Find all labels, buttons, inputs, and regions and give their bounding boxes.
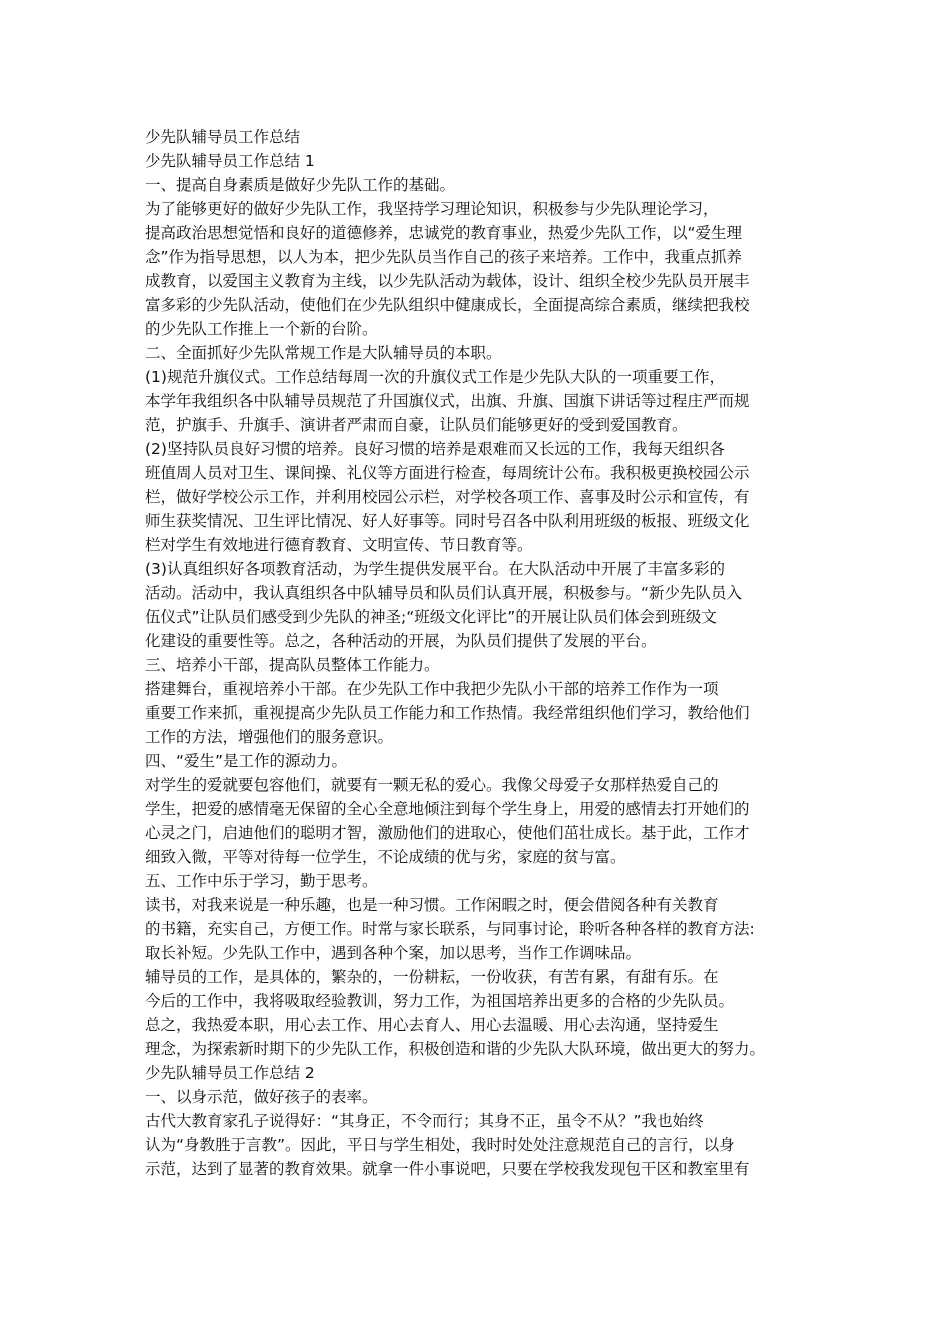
text-line: 学生，把爱的感情毫无保留的全心全意地倾注到每个学生身上，用爱的感情去打开她们的 [145,800,750,818]
text-line: 富多彩的少先队活动，使他们在少先队组织中健康成长，全面提高综合素质，继续把我校 [145,296,750,314]
text-line: 师生获奖情况、卫生评比情况、好人好事等。同时号召各中队利用班级的板报、班级文化 [145,512,750,530]
text-line: (2)坚持队员良好习惯的培养。良好习惯的培养是艰难而又长远的工作，我每天组织各 [145,440,725,458]
text-line: 细致入微，平等对待每一位学生，不论成绩的优与劣，家庭的贫与富。 [145,848,626,866]
text-line: 少先队辅导员工作总结 [145,128,301,146]
text-line: (3)认真组织好各项教育活动，为学生提供发展平台。在大队活动中开展了丰富多彩的 [145,560,725,578]
text-line: 提高政治思想觉悟和良好的道德修养，忠诚党的教育事业，热爱少先队工作，以“爱生理 [145,224,743,242]
text-line: 辅导员的工作，是具体的，繁杂的，一份耕耘，一份收获，有苦有累，有甜有乐。在 [145,968,719,986]
text-line: 栏对学生有效地进行德育教育、文明宣传、节日教育等。 [145,536,533,554]
text-line: 活动。活动中，我认真组织各中队辅导员和队员们认真开展，积极参与。“新少先队员入 [145,584,743,602]
text-line: 少先队辅导员工作总结 2 [145,1064,315,1082]
text-line: 念”作为指导思想，以人为本，把少先队员当作自己的孩子来培养。工作中，我重点抓养 [145,248,743,266]
text-line: 五、工作中乐于学习，勤于思考。 [145,872,378,890]
text-line: 的书籍，充实自己，方便工作。时常与家长联系，与同事讨论，聆听各种各样的教育方法: [145,920,755,938]
text-line: 今后的工作中，我将吸取经验教训，努力工作，为祖国培养出更多的合格的少先队员。 [145,992,735,1010]
text-line: 读书，对我来说是一种乐趣，也是一种习惯。工作闲暇之时，便会借阅各种有关教育 [145,896,719,914]
text-line: 化建设的重要性等。总之，各种活动的开展，为队员们提供了发展的平台。 [145,632,657,650]
text-line: 示范，达到了显著的教育效果。就拿一件小事说吧，只要在学校我发现包干区和教室里有 [145,1160,750,1178]
text-line: 少先队辅导员工作总结 1 [145,152,315,170]
text-line: 工作的方法，增强他们的服务意识。 [145,728,394,746]
text-line: 栏，做好学校公示工作，并利用校园公示栏，对学校各项工作、喜事及时公示和宣传，有 [145,488,750,506]
text-line: 四、“爱生”是工作的源动力。 [145,752,348,770]
text-line: 三、培养小干部，提高队员整体工作能力。 [145,656,440,674]
text-line: 成教育，以爱国主义教育为主线，以少先队活动为载体，设计、组织全校少先队员开展丰 [145,272,750,290]
text-line: (1)规范升旗仪式。工作总结每周一次的升旗仪式工作是少先队大队的一项重要工作， [145,368,725,386]
text-line: 范，护旗手、升旗手、演讲者严肃而自豪，让队员们能够更好的受到爱国教育。 [145,416,688,434]
text-line: 取长补短。少先队工作中，遇到各种个案，加以思考，当作工作调味品。 [145,944,642,962]
text-line: 理念，为探索新时期下的少先队工作，积极创造和谐的少先队大队环境，做出更大的努力。 [145,1040,766,1058]
text-line: 搭建舞台，重视培养小干部。在少先队工作中我把少先队小干部的培养工作作为一项 [145,680,719,698]
text-line: 一、以身示范，做好孩子的表率。 [145,1088,378,1106]
text-line: 重要工作来抓，重视提高少先队员工作能力和工作热情。我经常组织他们学习，教给他们 [145,704,750,722]
text-line: 古代大教育家孔子说得好：“其身正，不令而行；其身不正，虽令不从？”我也始终 [145,1112,704,1130]
text-line: 一、提高自身素质是做好少先队工作的基础。 [145,176,456,194]
text-line: 班值周人员对卫生、课间操、礼仪等方面进行检查，每周统计公布。我积极更换校园公示 [145,464,750,482]
text-line: 本学年我组织各中队辅导员规范了升国旗仪式，出旗、升旗、国旗下讲话等过程庄严而规 [145,392,750,410]
text-line: 对学生的爱就要包容他们，就要有一颗无私的爱心。我像父母爱子女那样热爱自己的 [145,776,719,794]
text-line: 为了能够更好的做好少先队工作，我坚持学习理论知识，积极参与少先队理论学习， [145,200,719,218]
text-line: 认为“身教胜于言教”。因此，平日与学生相处，我时时处处注意规范自己的言行，以身 [145,1136,735,1154]
document-body [145,125,810,1181]
text-line: 总之，我热爱本职，用心去工作、用心去育人、用心去温暖、用心去沟通，坚持爱生 [145,1016,719,1034]
text-line: 二、全面抓好少先队常规工作是大队辅导员的本职。 [145,344,502,362]
text-line: 伍仪式”让队员们感受到少先队的神圣;“班级文化评比”的开展让队员们体会到班级文 [145,608,717,626]
text-line: 的少先队工作推上一个新的台阶。 [145,320,378,338]
text-line: 心灵之门，启迪他们的聪明才智，激励他们的进取心，使他们茁壮成长。基于此，工作才 [145,824,750,842]
